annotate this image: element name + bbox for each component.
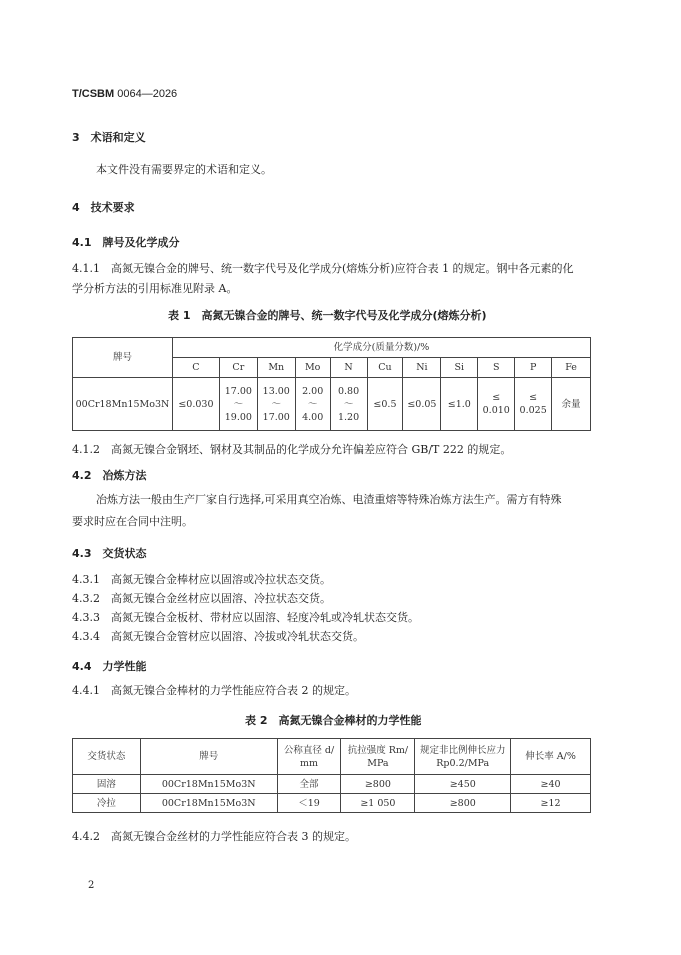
element-header: S	[478, 358, 515, 378]
element-header: C	[172, 358, 219, 378]
yield-cell: ≥800	[415, 794, 511, 813]
section-4-2-line2: 要求时应在合同中注明。	[72, 515, 193, 528]
standard-prefix: T/CSBM	[72, 88, 115, 100]
clause-4-3-2: 4.3.2 高氮无镍合金丝材应以固溶、冷拉状态交货。	[72, 592, 331, 605]
s-cell	[478, 378, 515, 431]
diameter-cell: 全部	[277, 775, 341, 794]
standard-number: 0064—2026	[117, 88, 178, 100]
s-value: 0.010	[482, 405, 510, 416]
table-2-elongation-header: 伸长率 A/%	[511, 739, 591, 775]
clause-4-3-3: 4.3.3 高氮无镍合金板材、带材应以固溶、轻度冷轧或冷轧状态交货。	[72, 611, 419, 624]
tensile-label: 抗拉强度 Rm/	[347, 744, 409, 756]
grade-cell: 00Cr18Mn15Mo3N	[140, 794, 277, 813]
element-header: Cr	[219, 358, 257, 378]
section-4-1-heading: 4.1 牌号及化学成分	[72, 236, 180, 249]
n-max: 1.20	[337, 411, 360, 423]
element-header: Fe	[552, 358, 591, 378]
element-header: P	[515, 358, 552, 378]
diameter-cell: ＜19	[277, 794, 341, 813]
clause-4-1-2: 4.1.2 高氮无镍合金钢坯、钢材及其制品的化学成分允许偏差应符合 GB/T 222 的规定。	[72, 443, 512, 456]
element-header: Si	[441, 358, 478, 378]
table-2-header-row	[73, 739, 591, 775]
table-2-diameter-header	[277, 739, 341, 775]
table-2-state-header: 交货状态	[73, 739, 141, 775]
state-cell: 固溶	[73, 775, 141, 794]
table-2-caption: 表 2 高氮无镍合金棒材的力学性能	[245, 714, 422, 727]
section-4-2-heading: 4.2 冶炼方法	[72, 469, 147, 482]
table-1-composition-header: 化学成分(质量分数)/%	[172, 338, 590, 358]
n-min: 0.80	[337, 385, 360, 397]
fe-cell: 余量	[552, 378, 591, 431]
elongation-cell: ≥12	[511, 794, 591, 813]
table-1-caption: 表 1 高氮无镍合金的牌号、统一数字代号及化学成分(熔炼分析)	[168, 309, 487, 322]
yield-unit: Rp0.2/MPa	[436, 757, 490, 769]
si-cell: ≤1.0	[441, 378, 478, 431]
clause-4-1-1-line2: 学分析方法的引用标准见附录 A。	[72, 282, 238, 295]
standard-code	[72, 88, 177, 100]
cr-max: 19.00	[224, 411, 252, 423]
cr-min: 17.00	[224, 385, 252, 397]
section-4-3-heading: 4.3 交货状态	[72, 547, 147, 560]
table-2-yield-header	[415, 739, 511, 775]
element-header: Ni	[403, 358, 441, 378]
grade-cell: 00Cr18Mn15Mo3N	[140, 775, 277, 794]
table-row	[73, 775, 591, 794]
mo-range: ～	[307, 398, 318, 410]
clause-4-3-4: 4.3.4 高氮无镍合金管材应以固溶、冷拔或冷轧状态交货。	[72, 630, 364, 643]
mo-min: 2.00	[302, 385, 324, 397]
mn-range: ～	[271, 398, 282, 410]
section-4-heading: 4 技术要求	[72, 201, 135, 214]
mn-min: 13.00	[262, 385, 290, 397]
tensile-cell: ≥800	[341, 775, 415, 794]
p-cell	[515, 378, 552, 431]
yield-cell: ≥450	[415, 775, 511, 794]
clause-4-4-2: 4.4.2 高氮无镍合金丝材的力学性能应符合表 3 的规定。	[72, 830, 356, 843]
c-cell: ≤0.030	[172, 378, 219, 431]
element-header: N	[330, 358, 367, 378]
section-3-heading: 3 术语和定义	[72, 131, 146, 144]
diameter-label: 公称直径 d/	[283, 744, 335, 756]
p-value: 0.025	[519, 405, 547, 416]
table-row	[73, 378, 591, 431]
mn-cell	[257, 378, 295, 431]
p-symbol: ≤	[529, 392, 538, 403]
element-header: Mo	[295, 358, 330, 378]
table-2-tensile-header	[341, 739, 415, 775]
n-cell	[330, 378, 367, 431]
element-header: Mn	[257, 358, 295, 378]
table-row	[73, 794, 591, 813]
table-2-grade-header: 牌号	[140, 739, 277, 775]
section-3-body: 本文件没有需要界定的术语和定义。	[96, 163, 272, 176]
mo-cell	[295, 378, 330, 431]
grade-cell: 00Cr18Mn15Mo3N	[73, 378, 173, 431]
element-header: Cu	[367, 358, 403, 378]
mn-max: 17.00	[262, 411, 290, 423]
section-4-4-heading: 4.4 力学性能	[72, 660, 147, 673]
cr-cell	[219, 378, 257, 431]
cu-cell: ≤0.5	[367, 378, 403, 431]
clause-4-4-1: 4.4.1 高氮无镍合金棒材的力学性能应符合表 2 的规定。	[72, 684, 356, 697]
table-1	[72, 337, 591, 431]
table-1-grade-header: 牌号	[73, 338, 173, 378]
diameter-unit: mm	[300, 757, 319, 769]
clause-4-1-1-line1: 4.1.1 高氮无镍合金的牌号、统一数字代号及化学成分(熔炼分析)应符合表 1 的规定。钢中各元素的化	[72, 262, 574, 275]
yield-label: 规定非比例伸长应力	[419, 744, 506, 756]
elongation-cell: ≥40	[511, 775, 591, 794]
mo-max: 4.00	[302, 411, 324, 423]
s-symbol: ≤	[492, 392, 501, 403]
tensile-unit: MPa	[367, 757, 389, 769]
page-number: 2	[88, 880, 95, 891]
cr-range: ～	[233, 398, 244, 410]
table-2	[72, 738, 591, 813]
clause-4-3-1: 4.3.1 高氮无镍合金棒材应以固溶或冷拉状态交货。	[72, 573, 331, 586]
state-cell: 冷拉	[73, 794, 141, 813]
n-range: ～	[343, 398, 354, 410]
section-4-2-line1: 冶炼方法一般由生产厂家自行选择,可采用真空冶炼、电渣重熔等特殊冶炼方法生产。需方有特殊	[96, 493, 562, 506]
ni-cell: ≤0.05	[403, 378, 441, 431]
tensile-cell: ≥1 050	[341, 794, 415, 813]
